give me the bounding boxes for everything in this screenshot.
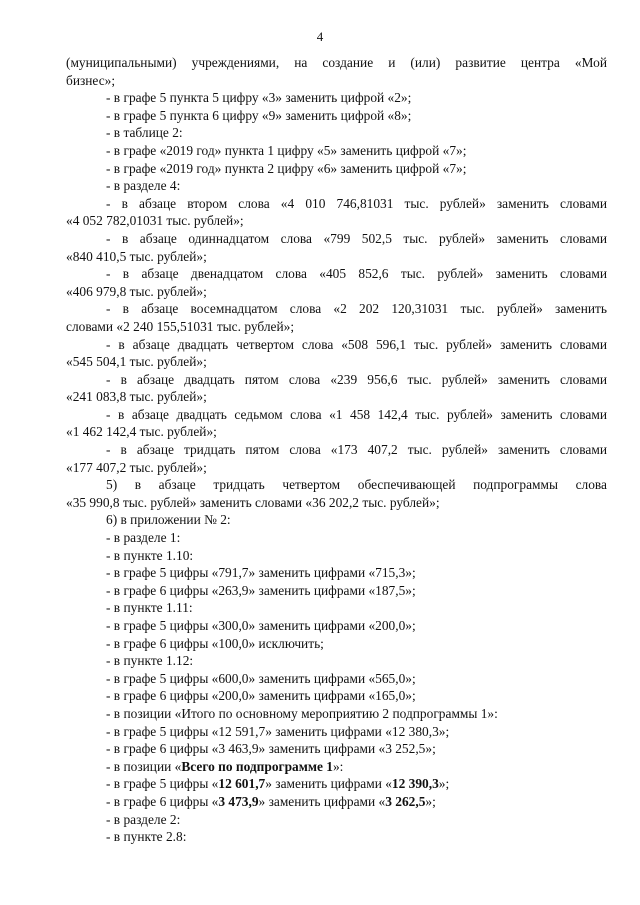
text-line: - в графе 6 цифры «263,9» заменить цифрами «187,5»; <box>106 582 416 598</box>
bold-segment: 3 473,9 <box>218 793 259 809</box>
text-line: «1 462 142,4 тыс. рублей»; <box>66 424 217 440</box>
text-line: - в абзаце двадцать седьмом слова «1 458 142,4 тыс. рублей» заменить словами <box>106 406 607 422</box>
text-line: «545 504,1 тыс. рублей»; <box>66 354 207 370</box>
text-line <box>66 775 607 793</box>
text-line <box>66 793 607 811</box>
text-line: - в абзаце одиннадцатом слова «799 502,5 тыс. рублей» заменить словами <box>106 230 607 246</box>
text-line: - в абзаце втором слова «4 010 746,81031 тыс. рублей» заменить словами <box>106 195 607 211</box>
text-line: - в абзаце двадцать четвертом слова «508 596,1 тыс. рублей» заменить словами <box>106 336 607 352</box>
text-line: - в пункте 1.10: <box>106 547 194 563</box>
text-line: - в разделе 4: <box>106 178 181 194</box>
text-line: - в абзаце восемнадцатом слова «2 202 120,31031 тыс. рублей» заменить <box>106 301 607 317</box>
text-line: - в абзаце двенадцатом слова «405 852,6 тыс. рублей» заменить словами <box>106 266 607 282</box>
text-line: - в графе 5 пункта 6 цифру «9» заменить цифрой «8»; <box>106 107 412 123</box>
text-line: бизнес»; <box>66 72 116 88</box>
text-line: - в абзаце двадцать пятом слова «239 956,6 тыс. рублей» заменить словами <box>106 371 607 387</box>
text-segment: »; <box>438 776 450 792</box>
text-line: «177 407,2 тыс. рублей»; <box>66 459 207 475</box>
text-line: - в графе 6 цифры «200,0» заменить цифрами «165,0»; <box>106 688 416 704</box>
text-line: - в графе «2019 год» пункта 2 цифру «6» заменить цифрой «7»; <box>106 160 467 176</box>
text-segment: » заменить цифрами « <box>258 793 386 809</box>
text-line: - в разделе 2: <box>106 811 181 827</box>
text-segment: - в графе 6 цифры « <box>106 793 219 809</box>
text-line: - в позиции «Итого по основному мероприятию 2 подпрограммы 1»: <box>106 705 498 721</box>
text-segment: - в графе 5 цифры « <box>106 776 219 792</box>
text-line: - в графе 6 цифры «100,0» исключить; <box>106 635 324 651</box>
bold-segment: Всего по подпрограмме 1 <box>181 758 333 774</box>
text-line: - в абзаце тридцать пятом слова «173 407,2 тыс. рублей» заменить словами <box>106 442 607 458</box>
bold-segment: 12 390,3 <box>391 776 439 792</box>
text-line: «241 083,8 тыс. рублей»; <box>66 389 207 405</box>
text-line: - в пункте 2.8: <box>106 829 187 845</box>
text-line: - в графе 5 цифры «791,7» заменить цифрами «715,3»; <box>106 565 416 581</box>
text-line: - в графе 6 цифры «3 463,9» заменить цифрами «3 252,5»; <box>106 741 436 757</box>
text-line: - в графе 5 цифры «300,0» заменить цифрами «200,0»; <box>106 618 416 633</box>
text-line: «35 990,8 тыс. рублей» заменить словами «36 202,2 тыс. рублей»; <box>66 494 440 510</box>
text-segment: - в позиции « <box>106 758 182 774</box>
document-body <box>66 54 607 846</box>
text-line: 5) в абзаце тридцать четвертом обеспечивающей подпрограммы слова <box>106 477 607 493</box>
text-line: - в графе «2019 год» пункта 1 цифру «5» заменить цифрой «7»; <box>106 142 467 158</box>
text-line: 6) в приложении № 2: <box>106 512 231 528</box>
text-line: - в графе 5 цифры «600,0» заменить цифрами «565,0»; <box>106 670 416 686</box>
text-line: - в графе 5 цифры «12 591,7» заменить цифрами «12 380,3»; <box>106 723 450 739</box>
text-segment: » заменить цифрами « <box>265 776 392 792</box>
bold-segment: 12 601,7 <box>218 776 266 792</box>
text-line: - в разделе 1: <box>106 530 181 546</box>
text-line: «840 410,5 тыс. рублей»; <box>66 248 207 264</box>
bold-segment: 3 262,5 <box>385 793 426 809</box>
text-line: (муниципальными) учреждениями, на создание и (или) развитие центра «Мой <box>66 55 607 70</box>
text-segment: »; <box>425 793 436 809</box>
text-line: словами «2 240 155,51031 тыс. рублей»; <box>66 318 295 334</box>
text-line: - в пункте 1.11: <box>106 600 193 616</box>
text-segment: »: <box>332 758 344 774</box>
text-line: - в таблице 2: <box>106 125 183 141</box>
text-line: - в графе 5 пункта 5 цифру «3» заменить цифрой «2»; <box>106 90 412 106</box>
text-line: «406 979,8 тыс. рублей»; <box>66 283 207 299</box>
text-line <box>66 758 607 776</box>
text-line: - в пункте 1.12: <box>106 653 194 669</box>
text-line: «4 052 782,01031 тыс. рублей»; <box>66 213 244 229</box>
page-number: 4 <box>316 29 324 44</box>
